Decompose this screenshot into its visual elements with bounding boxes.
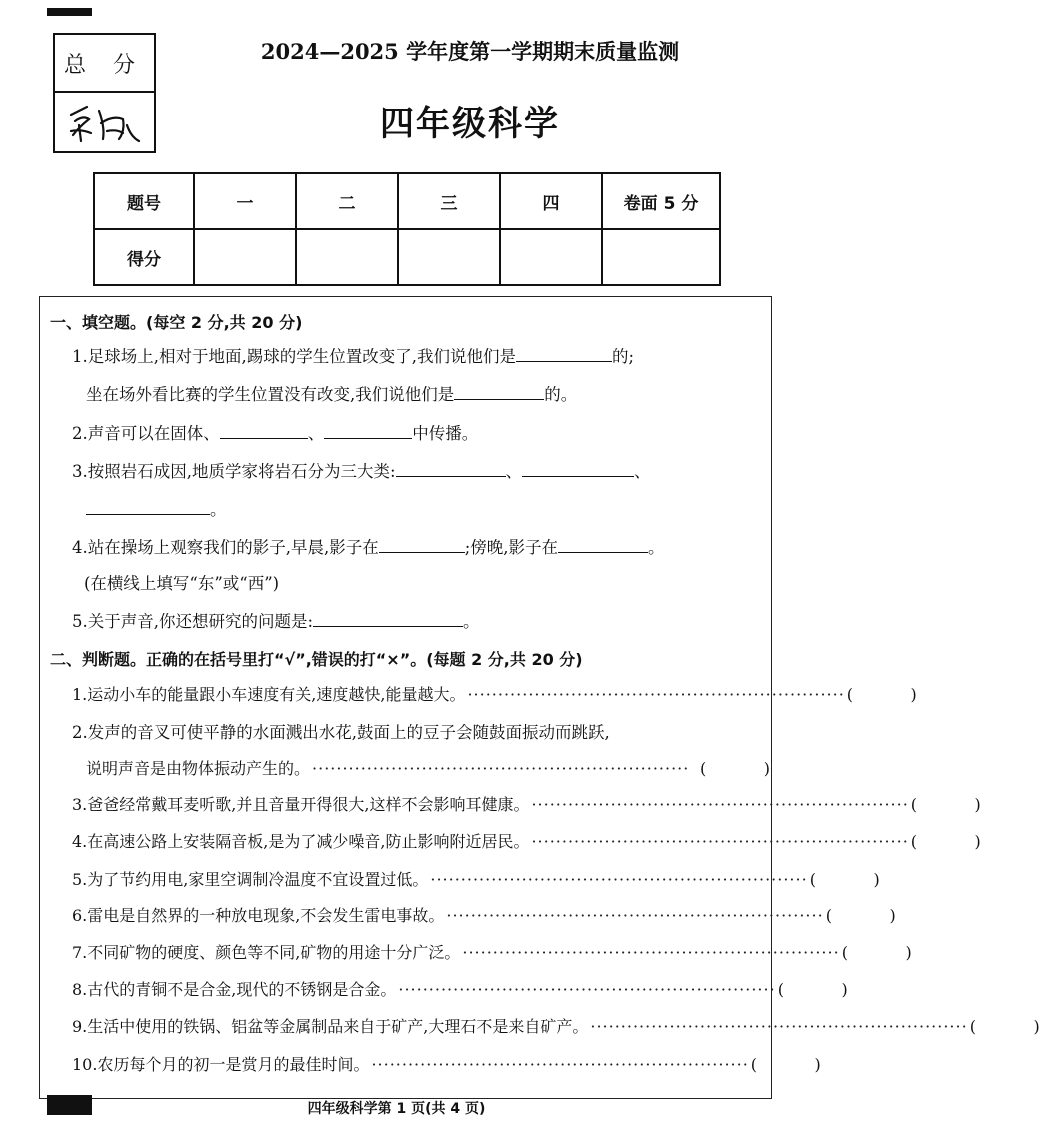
judgment-item xyxy=(72,683,917,707)
answer-blank[interactable] xyxy=(516,345,612,362)
paren-close: ) xyxy=(974,832,981,851)
answer-parentheses[interactable] xyxy=(700,757,770,781)
question-line xyxy=(72,422,478,446)
leader-dots: ······························································ xyxy=(312,759,690,778)
judgment-text: 6.雷电是自然界的一种放电现象,不会发生雷电事故。 xyxy=(72,906,445,925)
answer-parentheses[interactable] xyxy=(778,978,848,1002)
question-text: 。 xyxy=(210,500,227,519)
question-text: 。 xyxy=(463,612,480,631)
judgment-text: 说明声音是由物体振动产生的。 xyxy=(86,759,311,778)
answer-blank[interactable] xyxy=(86,498,210,515)
table-cell: 得分 xyxy=(94,229,194,285)
table-cell: 一 xyxy=(194,173,296,229)
question-line xyxy=(72,460,651,484)
answer-blank[interactable] xyxy=(324,422,412,439)
judgment-item xyxy=(86,757,770,781)
judgment-text: 2.发声的音叉可使平静的水面溅出水花,鼓面上的豆子会随鼓面振动而跳跃, xyxy=(72,723,610,742)
paren-close: ) xyxy=(814,1055,821,1074)
table-cell xyxy=(296,229,398,285)
score-table-header-row xyxy=(94,173,720,229)
leader-dots: ······························································ xyxy=(531,795,909,814)
table-cell: 题号 xyxy=(94,173,194,229)
leader-dots: ······························································ xyxy=(446,906,824,925)
judgment-item xyxy=(72,1053,821,1077)
answer-parentheses[interactable] xyxy=(810,868,880,892)
question-text: 的。 xyxy=(544,385,578,404)
answer-parentheses[interactable] xyxy=(911,830,981,854)
exam-subtitle: 2024—2025 学年度第一学期期末质量监测 xyxy=(260,39,680,64)
total-score-signature xyxy=(55,93,154,153)
paren-open: ( xyxy=(700,759,707,778)
paren-open: ( xyxy=(809,870,816,889)
judgment-item xyxy=(72,1015,1040,1039)
judgment-text: 1.运动小车的能量跟小车速度有关,速度越快,能量越大。 xyxy=(72,685,466,704)
leader-dots: ······························································ xyxy=(467,685,845,704)
paren-close: ) xyxy=(873,870,880,889)
question-line xyxy=(72,536,665,560)
answer-blank[interactable] xyxy=(379,536,465,553)
score-table xyxy=(93,172,721,286)
question-text: 4.站在操场上观察我们的影子,早晨,影子在 xyxy=(72,538,379,557)
answer-parentheses[interactable] xyxy=(751,1053,821,1077)
answer-parentheses[interactable] xyxy=(847,683,917,707)
table-cell xyxy=(398,229,500,285)
paren-close: ) xyxy=(910,685,917,704)
judgment-text: 9.生活中使用的铁锅、铝盆等金属制品来自于矿产,大理石不是来自矿产。 xyxy=(72,1017,589,1036)
score-table-score-row xyxy=(94,229,720,285)
table-cell xyxy=(500,229,602,285)
question-line xyxy=(86,498,227,522)
leader-dots: ······························································ xyxy=(371,1055,749,1074)
judgment-item xyxy=(72,793,981,817)
leader-dots: ······························································ xyxy=(430,870,808,889)
question-text: ;傍晚,影子在 xyxy=(464,538,559,557)
answer-blank[interactable] xyxy=(558,536,648,553)
question-text: 坐在场外看比赛的学生位置没有改变,我们说他们是 xyxy=(86,385,455,404)
leader-dots: ······························································ xyxy=(398,980,776,999)
question-text: 的; xyxy=(611,347,635,366)
answer-parentheses[interactable] xyxy=(911,793,981,817)
question-line xyxy=(72,610,480,634)
judgment-text: 10.农历每个月的初一是赏月的最佳时间。 xyxy=(72,1055,370,1074)
question-text: 。 xyxy=(648,538,665,557)
table-cell: 三 xyxy=(398,173,500,229)
answer-blank[interactable] xyxy=(396,460,506,477)
judgment-text: 7.不同矿物的硬度、颜色等不同,矿物的用途十分广泛。 xyxy=(72,943,461,962)
exam-title: 四年级科学 xyxy=(380,104,560,144)
section-heading: 二、判断题。正确的在括号里打“√”,错误的打“×”。(每题 2 分,共 20 分) xyxy=(50,650,583,669)
page-footer: 四年级科学第 1 页(共 4 页) xyxy=(307,1101,486,1117)
question-text: 5.关于声音,你还想研究的问题是: xyxy=(72,612,314,631)
paren-open: ( xyxy=(969,1017,976,1036)
judgment-text: 4.在高速公路上安装隔音板,是为了减少噪音,防止影响附近居民。 xyxy=(72,832,530,851)
question-text: 2.声音可以在固体、 xyxy=(72,424,220,443)
table-cell: 二 xyxy=(296,173,398,229)
answer-blank[interactable] xyxy=(522,460,634,477)
leader-dots: ······························································ xyxy=(462,943,840,962)
top-black-bar xyxy=(47,8,92,16)
paren-close: ) xyxy=(974,795,981,814)
total-score-label: 总 分 xyxy=(55,35,154,93)
paren-open: ( xyxy=(910,832,918,851)
section-heading: 一、填空题。(每空 2 分,共 20 分) xyxy=(50,313,303,332)
question-text: 1.足球场上,相对于地面,踢球的学生位置改变了,我们说他们是 xyxy=(72,347,516,366)
judgment-text: 5.为了节约用电,家里空调制冷温度不宜设置过低。 xyxy=(72,870,429,889)
table-cell: 四 xyxy=(500,173,602,229)
paren-open: ( xyxy=(777,980,784,999)
paren-open: ( xyxy=(825,906,832,925)
answer-blank[interactable] xyxy=(220,422,308,439)
paren-close: ) xyxy=(1033,1017,1040,1036)
judgment-item xyxy=(72,941,912,965)
paren-close: ) xyxy=(763,759,770,778)
question-text: 、 xyxy=(634,462,651,481)
answer-blank[interactable] xyxy=(454,383,544,400)
question-text: 中传播。 xyxy=(412,424,479,443)
table-cell xyxy=(194,229,296,285)
paren-open: ( xyxy=(910,795,918,814)
judgment-item xyxy=(72,978,848,1002)
question-text: 3.按照岩石成因,地质学家将岩石分为三大类: xyxy=(72,462,396,481)
answer-parentheses[interactable] xyxy=(970,1015,1040,1039)
total-score-box xyxy=(53,33,156,153)
judgment-text: 8.古代的青铜不是合金,现代的不锈钢是合金。 xyxy=(72,980,397,999)
paren-close: ) xyxy=(889,906,896,925)
paren-open: ( xyxy=(841,943,848,962)
judgment-item xyxy=(72,830,981,854)
paren-open: ( xyxy=(750,1055,758,1074)
paren-close: ) xyxy=(841,980,848,999)
question-line xyxy=(86,383,577,407)
leader-dots: ······························································ xyxy=(531,832,909,851)
answer-blank[interactable] xyxy=(313,610,463,627)
paren-close: ) xyxy=(905,943,912,962)
leader-dots: ······························································ xyxy=(590,1017,968,1036)
question-text: 、 xyxy=(505,462,523,481)
handwritten-signature-icon xyxy=(65,101,145,145)
answer-parentheses[interactable] xyxy=(826,904,896,928)
paren-open: ( xyxy=(846,685,854,704)
table-cell: 卷面 5 分 xyxy=(602,173,720,229)
judgment-text: 3.爸爸经常戴耳麦听歌,并且音量开得很大,这样不会影响耳健康。 xyxy=(72,795,530,814)
answer-parentheses[interactable] xyxy=(842,941,912,965)
judgment-item xyxy=(72,904,896,928)
judgment-item xyxy=(72,868,880,892)
table-cell xyxy=(602,229,720,285)
question-line xyxy=(72,345,634,369)
question-note: (在横线上填写“东”或“西”) xyxy=(84,574,280,593)
question-text: 、 xyxy=(307,424,325,443)
